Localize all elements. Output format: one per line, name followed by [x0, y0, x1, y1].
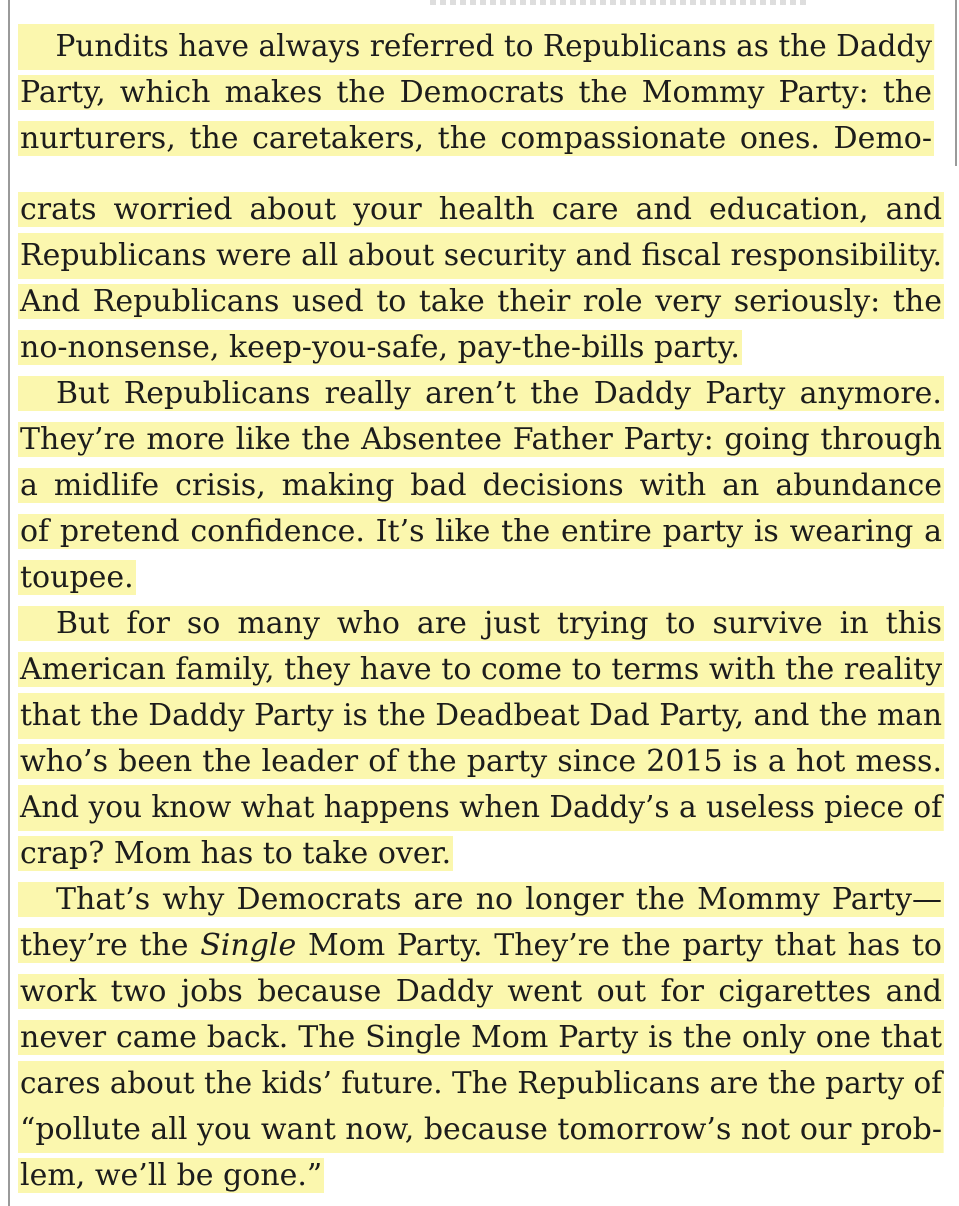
previous-page-remnant	[430, 0, 810, 5]
line-text: “pollute all you want now, because tomorrow’s not our prob-	[18, 1107, 944, 1153]
text-line	[18, 693, 944, 739]
text-line	[18, 116, 934, 162]
text-line	[18, 463, 944, 509]
line-text: And Republicans used to take their role very seriously: the	[20, 284, 942, 319]
line-text: They’re more like the Absentee Father Party: going through	[20, 422, 942, 457]
text-line	[18, 555, 944, 601]
text-line	[18, 831, 944, 877]
line-text: Pundits have always referred to Republicans as the Daddy	[55, 29, 933, 64]
text-line	[18, 785, 944, 831]
line-text: no-nonsense, keep-you-safe, pay-the-bills party.	[20, 330, 740, 365]
text-line	[18, 1153, 944, 1199]
line-text: Republicans were all about security and fiscal responsibility.	[18, 233, 944, 279]
page-left-edge	[8, 0, 10, 1206]
line-text: of pretend confidence. It’s like the entire party is wearing a	[20, 514, 943, 549]
line-text: And you know what happens when Daddy’s a useless piece of	[18, 785, 944, 831]
text-line	[18, 923, 944, 969]
text-line	[18, 739, 944, 785]
line-text: they’re the	[20, 928, 201, 963]
line-text: But Republicans really aren’t the Daddy Party anymore.	[56, 376, 942, 411]
line-text: work two jobs because Daddy went out for cigarettes and	[20, 974, 943, 1009]
text-line	[18, 187, 944, 233]
line-text: never came back. The Single Mom Party is the only one that	[20, 1020, 943, 1055]
line-text: nurturers, the caretakers, the compassionate ones. Demo-	[20, 121, 932, 156]
text-line	[18, 1107, 944, 1153]
line-text: Party, which makes the Democrats the Mommy Party: the	[20, 75, 932, 110]
text-line	[18, 509, 944, 555]
text-line	[18, 233, 944, 279]
text-line	[18, 325, 944, 371]
line-text: crats worried about your health care and education, and	[20, 192, 943, 227]
text-line	[18, 647, 944, 693]
text-line	[18, 601, 944, 647]
line-text: Mom Party. They’re the party that has to	[296, 928, 942, 963]
line-text: cares about the kids’ future. The Republicans are the party of	[18, 1061, 944, 1107]
line-text: toupee.	[20, 560, 134, 595]
text-line	[18, 1015, 944, 1061]
line-text: a midlife crisis, making bad decisions with an abundance	[20, 468, 943, 503]
page-right-edge	[955, 0, 957, 166]
text-line	[18, 417, 944, 463]
line-text: American family, they have to come to terms with the reality	[20, 652, 943, 687]
line-text: But for so many who are just trying to survive in this	[56, 606, 943, 641]
italic-emphasis: Single	[200, 928, 297, 963]
text-line	[18, 279, 944, 325]
line-text: that the Daddy Party is the Deadbeat Dad Party, and the man	[18, 693, 944, 739]
text-line	[18, 24, 934, 70]
text-line	[18, 70, 934, 116]
line-text: That’s why Democrats are no longer the Mommy Party—	[56, 882, 942, 917]
text-line	[18, 877, 944, 923]
line-text: crap? Mom has to take over.	[20, 836, 452, 871]
line-text: who’s been the leader of the party since 2015 is a hot mess.	[20, 744, 942, 779]
text-line	[18, 371, 944, 417]
line-text: lem, we’ll be gone.”	[20, 1158, 323, 1193]
text-line	[18, 1061, 944, 1107]
text-line	[18, 969, 944, 1015]
